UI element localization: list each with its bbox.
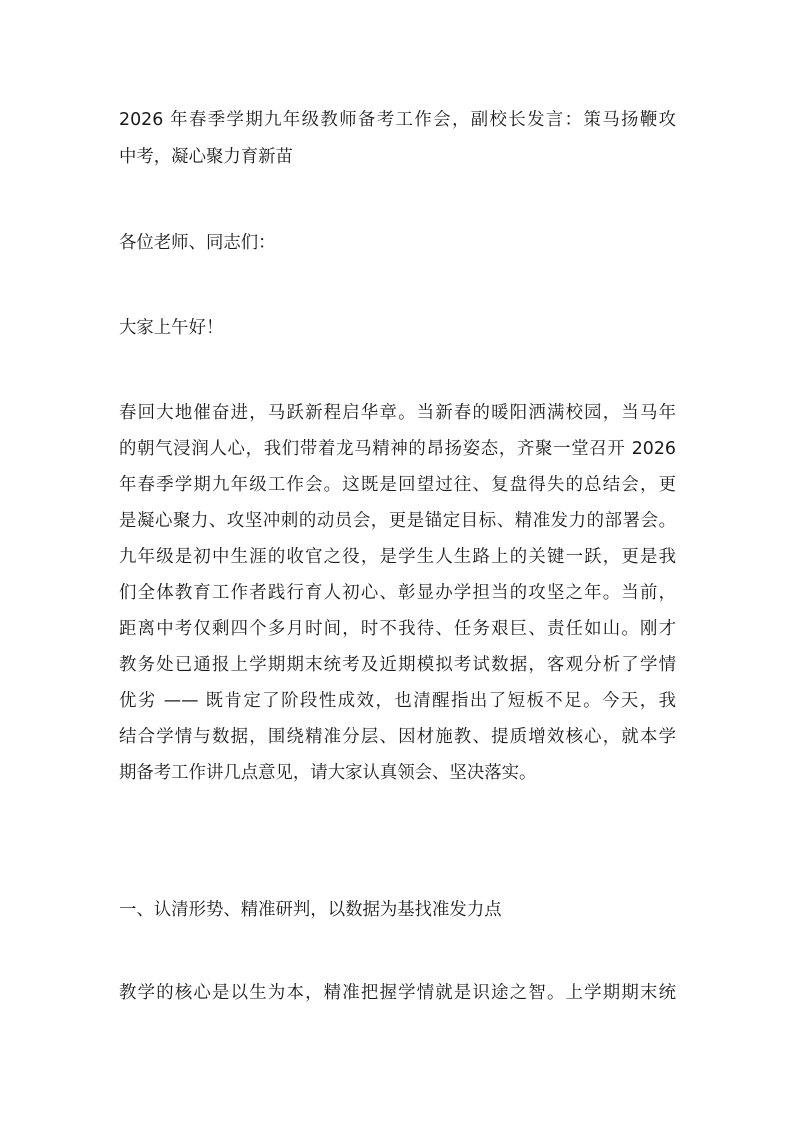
document-title-line-1: 2026 年春季学期九年级教师备考工作会，副校长发言：策马扬鞭攻 — [119, 110, 676, 130]
paragraph-line: 年春季学期九年级工作会。这既是回望过往、复盘得失的总结会，更 — [119, 475, 676, 495]
greeting: 大家上午好！ — [119, 318, 224, 338]
paragraph-line: 优劣 —— 既肯定了阶段性成效，也清醒指出了短板不足。今天，我 — [119, 691, 676, 711]
paragraph-line: 们全体教育工作者践行育人初心、彰显办学担当的攻坚之年。当前， — [119, 583, 676, 603]
paragraph-line: 九年级是初中生涯的收官之役，是学生人生路上的关键一跃，更是我 — [119, 547, 676, 567]
salutation: 各位老师、同志们： — [119, 233, 276, 253]
paragraph-line: 是凝心聚力、攻坚冲刺的动员会，更是锚定目标、精准发力的部署会。 — [119, 511, 676, 531]
paragraph-line: 距离中考仅剩四个多月时间，时不我待、任务艰巨、责任如山。刚才 — [119, 619, 676, 639]
section-heading: 一、认清形势、精准研判，以数据为基找准发力点 — [119, 900, 502, 920]
paragraph-line: 结合学情与数据，围绕精准分层、因材施教、提质增效核心，就本学 — [119, 727, 676, 747]
paragraph-line: 的朝气浸润人心，我们带着龙马精神的昂扬姿态，齐聚一堂召开 2026 — [119, 439, 676, 459]
paragraph-line: 春回大地催奋进，马跃新程启华章。当新春的暖阳洒满校园，当马年 — [119, 403, 676, 423]
paragraph-line: 期备考工作讲几点意见，请大家认真领会、坚决落实。 — [119, 763, 537, 783]
paragraph-line: 教学的核心是以生为本，精准把握学情就是识途之智。上学期期末统 — [119, 983, 676, 1003]
document-title-line-2: 中考，凝心聚力育新苗 — [119, 147, 293, 167]
paragraph-line: 教务处已通报上学期期末统考及近期模拟考试数据，客观分析了学情 — [119, 655, 676, 675]
